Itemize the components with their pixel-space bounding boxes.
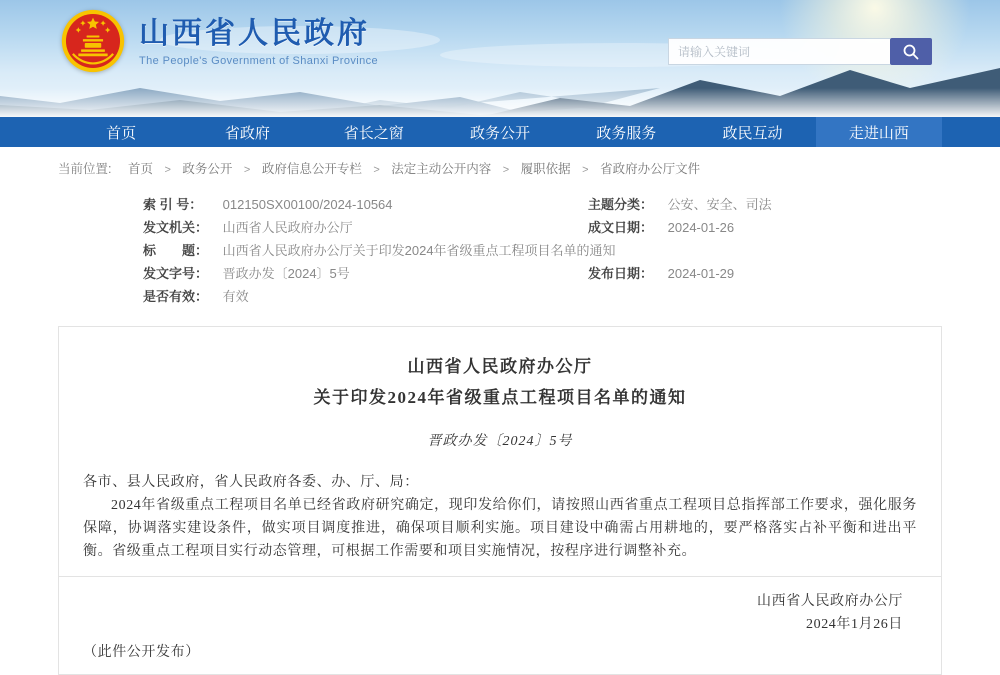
meta-row-agency (143, 216, 588, 239)
breadcrumb-separator: > (502, 164, 510, 176)
site-title: 山西省人民政府 (139, 16, 370, 50)
meta-topic-value: 公安、安全、司法 (667, 196, 772, 212)
site-subtitle: The People's Government of Shanxi Province (139, 54, 379, 67)
meta-date-published-label: 发布日期： (588, 265, 654, 281)
meta-date-written-value: 2024-01-26 (667, 219, 735, 235)
breadcrumb (58, 147, 942, 185)
meta-doc-no-value: 晋政办发〔2024〕5号 (222, 265, 350, 281)
doc-salutation: 各市、县人民政府，省人民政府各委、办、厅、局： (83, 475, 419, 490)
doc-paragraph: 2024年省级重点工程项目名单已经省政府研究确定，现印发给你们，请按照山西省重点工程项目总指挥部工作要求，强化服务保障，协调落实建设条件，做实项目调度推进，确保项目顺利实施。项目建设中确需占用耕地的，要严格落实占补平衡和进出平衡。省级重点工程项目实行动态管理，可根据工作需要和项目实施情况，按程序进行调整补充。 (83, 498, 917, 559)
site-header (0, 0, 1000, 117)
breadcrumb-separator: > (164, 164, 171, 176)
search-icon (902, 43, 920, 61)
nav-item-governor-window[interactable]: 省长之窗 (343, 124, 404, 142)
breadcrumb-separator: > (373, 164, 380, 176)
brand-text (139, 16, 378, 67)
meta-row-empty (588, 285, 942, 308)
breadcrumb-separator: > (243, 164, 251, 176)
breadcrumb-prefix: 当前位置: (58, 162, 112, 176)
search-bar (668, 38, 932, 65)
meta-valid-label: 是否有效： (143, 288, 209, 304)
nav-item-home[interactable]: 首页 (106, 124, 137, 142)
nav-item-provincial-government[interactable]: 省政府 (224, 124, 270, 142)
document-meta (58, 193, 942, 308)
search-input[interactable] (668, 38, 890, 65)
document-signature-block (59, 577, 941, 674)
meta-row-index (143, 193, 588, 216)
meta-row-empty (588, 239, 942, 262)
document-meta-grid (143, 193, 942, 308)
breadcrumb-item-duty-basis[interactable]: 履职依据 (520, 162, 571, 176)
meta-row-topic (588, 193, 942, 216)
meta-row-date-published (588, 262, 942, 285)
meta-agency-value: 山西省人民政府办公厅 (222, 219, 353, 235)
national-emblem-icon (60, 8, 126, 74)
nav-item-interaction[interactable]: 政民互动 (722, 124, 783, 142)
meta-title-value: 山西省人民政府办公厅关于印发2024年省级重点工程项目名单的通知 (222, 242, 616, 258)
doc-footnote: （此件公开发布） (83, 645, 200, 660)
meta-row-valid (143, 285, 588, 308)
breadcrumb-item-home[interactable]: 首页 (127, 162, 153, 176)
signature-date: 2024年1月26日 (806, 617, 903, 632)
site-logo[interactable] (60, 8, 378, 74)
breadcrumb-separator: > (582, 164, 589, 176)
meta-date-published-value: 2024-01-29 (667, 265, 735, 281)
doc-title-line2: 关于印发2024年省级重点工程项目名单的通知 (313, 388, 687, 407)
meta-doc-no-label: 发文字号： (143, 265, 209, 281)
document-box (58, 326, 942, 675)
meta-topic-label: 主题分类： (588, 196, 654, 212)
breadcrumb-item-statutory-content[interactable]: 法定主动公开内容 (391, 162, 492, 176)
main-nav (0, 117, 1000, 147)
doc-title-line1: 山西省人民政府办公厅 (407, 357, 593, 376)
signature-organization: 山西省人民政府办公厅 (757, 594, 903, 609)
meta-row-date-written (588, 216, 942, 239)
meta-row-doc-no (143, 262, 588, 285)
document-main (59, 327, 941, 577)
meta-title-label: 标 题： (143, 242, 209, 258)
meta-agency-label: 发文机关： (143, 219, 209, 235)
doc-number: 晋政办发〔2024〕5号 (427, 434, 573, 449)
search-button[interactable] (890, 38, 932, 65)
meta-index-value: 012150SX00100/2024-10564 (222, 196, 393, 212)
breadcrumb-item-info-column[interactable]: 政府信息公开专栏 (261, 162, 362, 176)
nav-item-gov-disclosure[interactable]: 政务公开 (469, 124, 530, 142)
nav-item-gov-services[interactable]: 政务服务 (596, 124, 657, 142)
meta-index-label: 索 引 号： (143, 196, 203, 212)
meta-valid-value: 有效 (222, 288, 249, 304)
meta-row-title (143, 239, 616, 262)
nav-item-into-shanxi[interactable]: 走进山西 (816, 117, 942, 147)
breadcrumb-item-office-documents[interactable]: 省政府办公厅文件 (600, 162, 701, 176)
meta-date-written-label: 成文日期： (588, 219, 654, 235)
breadcrumb-item-disclosure[interactable]: 政务公开 (182, 162, 233, 176)
main-nav-items (58, 117, 942, 147)
